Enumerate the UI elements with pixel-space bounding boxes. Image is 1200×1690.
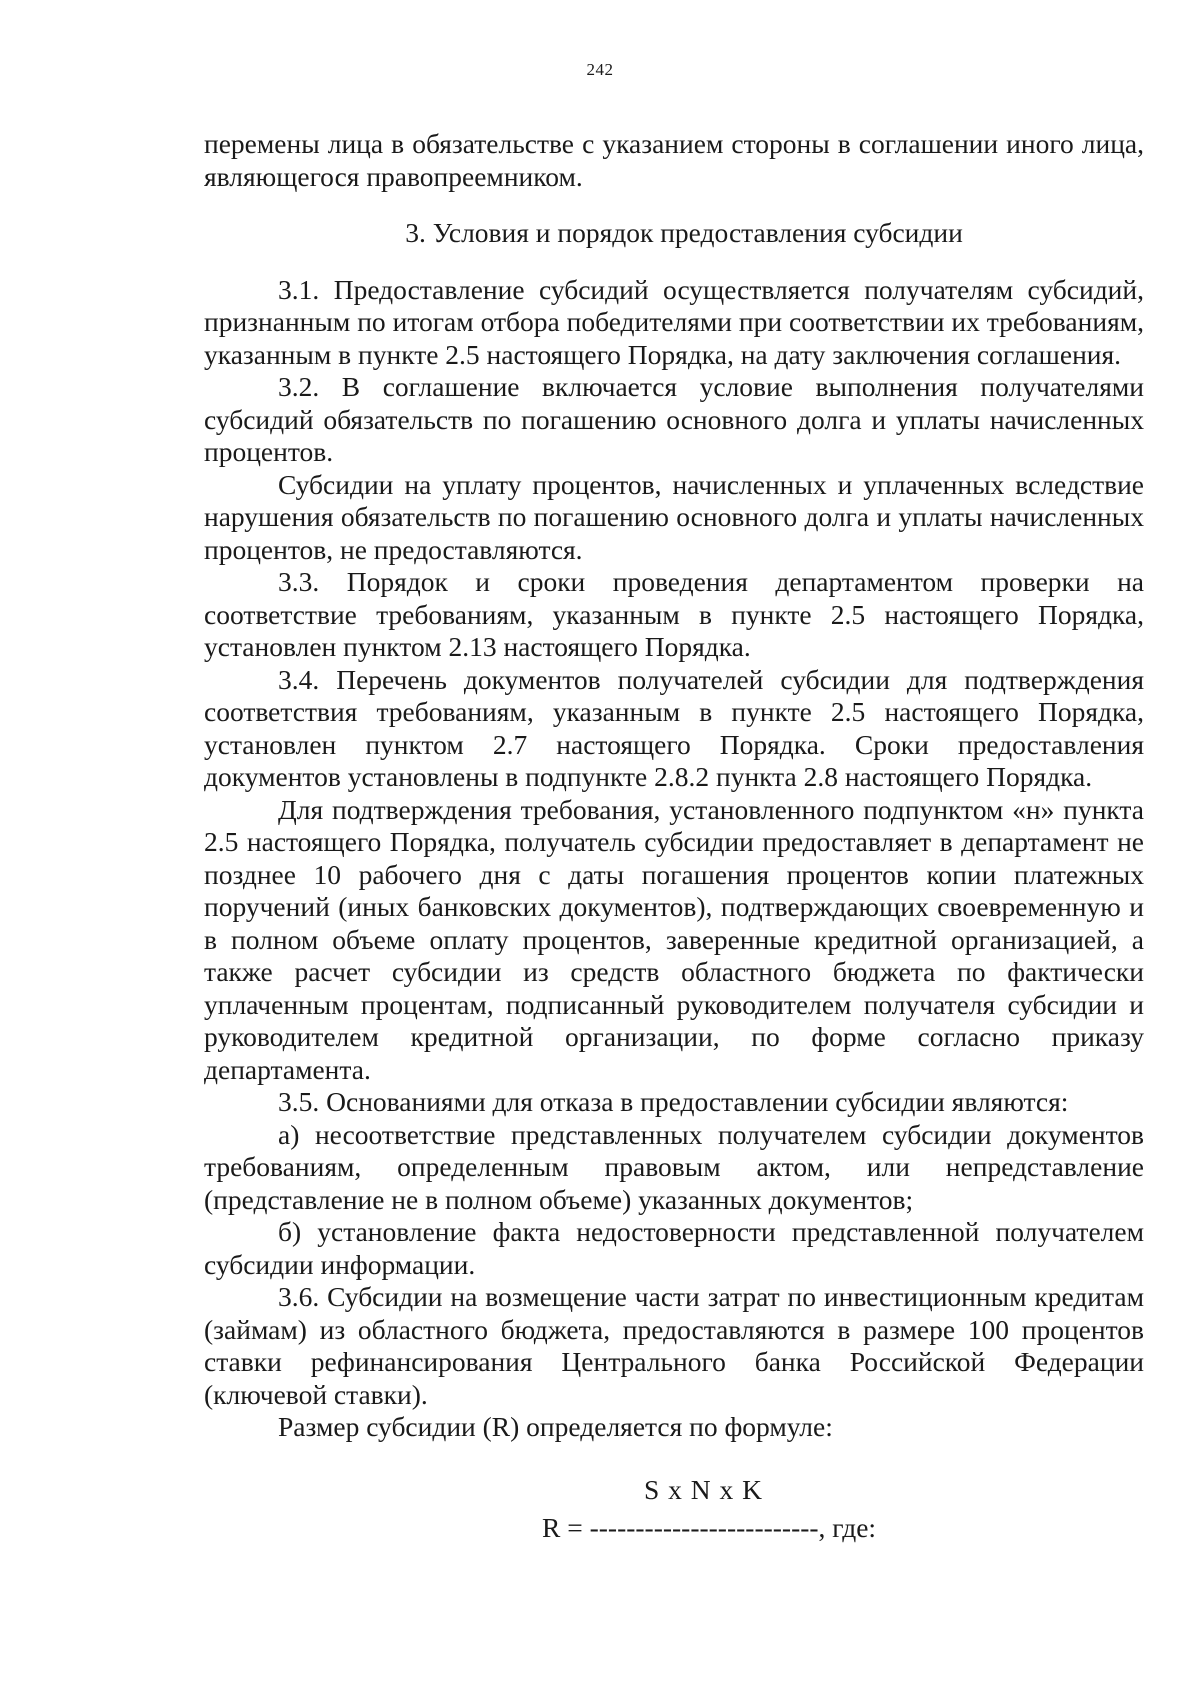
paragraph-3-5-b: б) установление факта недостоверности представленной получателем субсидии информации. — [204, 1216, 1144, 1280]
paragraph-3-5-a: а) несоответствие представленных получателем субсидии документов требованиям, определенным правовым актом, или непредставление (представление не в полном объеме) указанных документов; — [204, 1118, 1144, 1215]
paragraph-subsidy-not-provided: Субсидии на уплату процентов, начисленных и уплаченных вследствие нарушения обязательств по погашению основного долга и уплаты начисленных процентов, не предоставляются. — [204, 468, 1144, 565]
paragraph-3-3: 3.3. Порядок и сроки проведения департаментом проверки на соответствие требованиям, указанным в пункте 2.5 настоящего Порядка, установлен пунктом 2.13 настоящего Порядка. — [204, 566, 1144, 662]
paragraph-3-5: 3.5. Основаниями для отказа в предоставлении субсидии являются: — [278, 1086, 1069, 1117]
formula-numerator: S x N x K — [644, 1473, 764, 1505]
section-title: 3. Условия и порядок предоставления субсидии — [405, 217, 963, 248]
formula-fraction-line: R = -------------------------, где: — [542, 1511, 877, 1543]
paragraph-3-4: 3.4. Перечень документов получателей субсидии для подтверждения соответствия требованиям, указанным в пункте 2.5 настоящего Порядка, установлен пунктом 2.7 настоящего Порядка. Сроки предоставления документов установлены в подпункте 2.8.2 пункта 2.8 настоящего Порядка. — [204, 663, 1144, 792]
subsidy-formula — [204, 1474, 1144, 1594]
intro-paragraph: перемены лица в обязательстве с указанием стороны в соглашении иного лица, являющегося правопреемником. — [204, 128, 1144, 192]
paragraph-3-2: 3.2. В соглашение включается условие выполнения получателями субсидий обязательств по погашению основного долга и уплаты начисленных процентов. — [204, 371, 1144, 467]
paragraph-confirmation: Для подтверждения требования, установленного подпунктом «н» пункта 2.5 настоящего Порядка, получатель субсидии предоставляет в департамент не позднее 10 рабочего дня с даты погашения процентов копии платежных поручений (иных банковских документов), подтверждающих своевременную и в полном объеме оплату процентов, заверенные кредитной организацией, а также расчет субсидии из средств областного бюджета по фактически уплаченным процентам, подписанный руководителем получателя субсидии и руководителем кредитной организации, по форме согласно приказу департамента. — [204, 793, 1144, 1085]
paragraph-3-6: 3.6. Субсидии на возмещение части затрат по инвестиционным кредитам (займам) из областного бюджета, предоставляются в размере 100 процентов ставки рефинансирования Центрального банка Российской Федерации (ключевой ставки). — [204, 1281, 1144, 1410]
paragraph-formula-intro: Размер субсидии (R) определяется по формуле: — [278, 1411, 833, 1442]
document-body — [204, 128, 1144, 1594]
paragraph-3-1: 3.1. Предоставление субсидий осуществляется получателям субсидий, признанным по итогам отбора победителями при соответствии их требованиям, указанным в пункте 2.5 настоящего Порядка, на дату заключения соглашения. — [204, 273, 1144, 370]
page-number: 242 — [586, 60, 614, 79]
